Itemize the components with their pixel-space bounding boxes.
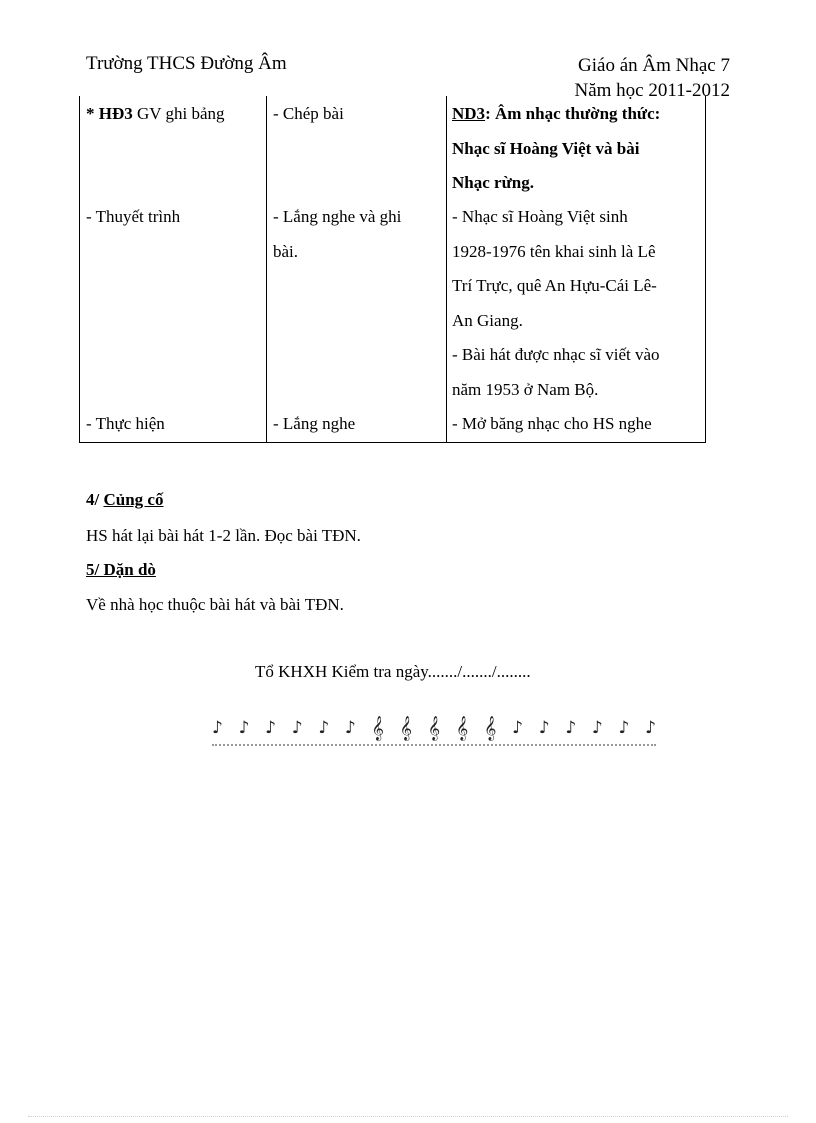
- eighth-note-icon: ♪: [591, 717, 603, 738]
- student-activity-cell: [273, 200, 443, 269]
- text-line: - Lắng nghe và ghi: [273, 207, 402, 226]
- content-heading: [452, 97, 700, 132]
- student-activity-cell: - Chép bài: [273, 104, 344, 123]
- lesson-plan-title: Giáo án Âm Nhạc 7: [578, 55, 730, 76]
- school-name: Trường THCS Đường Âm: [86, 53, 287, 74]
- content-cell: - Mở băng nhạc cho HS nghe: [452, 414, 652, 433]
- section-number: 4/: [86, 490, 104, 509]
- section-heading-consolidate: [86, 490, 163, 510]
- treble-clef-icon: 𝄞: [399, 715, 413, 740]
- eighth-note-icon: ♪: [344, 717, 356, 738]
- eighth-note-icon: ♪: [512, 717, 524, 738]
- text-line: bài.: [273, 241, 299, 261]
- teacher-activity-cell: [86, 97, 261, 132]
- eighth-note-icon: ♪: [618, 717, 630, 738]
- content-heading-line: Nhạc sĩ Hoàng Việt và bài: [452, 138, 640, 158]
- content-label: ND3: [452, 104, 486, 123]
- column-divider: [446, 96, 447, 442]
- eighth-note-icon: ♪: [212, 717, 223, 738]
- section-title: Củng cố: [103, 490, 164, 509]
- text-line: 1928-1976 tên khai sinh là Lê: [452, 241, 656, 261]
- teacher-activity-cell: - Thuyết trình: [86, 207, 181, 226]
- content-cell: [452, 200, 700, 407]
- treble-clef-icon: 𝄞: [371, 715, 384, 740]
- section-heading-homework: [86, 560, 156, 580]
- signature-line: Tổ KHXH Kiểm tra ngày......./......./........: [255, 662, 531, 681]
- music-ornament-divider: [212, 712, 656, 746]
- text-line: - Nhạc sĩ Hoàng Việt sinh: [452, 207, 628, 226]
- eighth-note-icon: ♪: [318, 717, 330, 738]
- student-activity-cell: - Lắng nghe: [273, 414, 356, 433]
- content-heading-text: : Âm nhạc thường thức:: [485, 104, 661, 123]
- text-line: - Bài hát được nhạc sĩ viết vào: [452, 345, 660, 364]
- page-bottom-divider: [28, 1116, 788, 1117]
- consolidate-text: HS hát lại bài hát 1-2 lần. Đọc bài TĐN.: [86, 526, 361, 545]
- text-line: năm 1953 ở Nam Bộ.: [452, 379, 599, 399]
- eighth-note-icon: ♪: [645, 717, 656, 738]
- treble-clef-icon: 𝄞: [427, 715, 441, 740]
- eighth-note-icon: ♪: [565, 717, 577, 738]
- eighth-note-icon: ♪: [291, 717, 303, 738]
- homework-text: Về nhà học thuộc bài hát và bài TĐN.: [86, 595, 344, 614]
- column-divider: [266, 96, 267, 442]
- eighth-note-icon: ♪: [265, 717, 277, 738]
- treble-clef-icon: 𝄞: [455, 715, 469, 740]
- text-line: Trí Trực, quê An Hựu-Cái Lê-: [452, 276, 657, 295]
- content-cell: [452, 97, 700, 201]
- eighth-note-icon: ♪: [538, 717, 550, 738]
- activity-label: * HĐ3: [86, 104, 133, 123]
- section-title: 5/ Dặn dò: [86, 560, 156, 579]
- treble-clef-icon: 𝄞: [484, 715, 497, 740]
- content-heading-line: Nhạc rừng.: [452, 173, 534, 192]
- eighth-note-icon: ♪: [238, 717, 250, 738]
- teacher-activity-cell: - Thực hiện: [86, 414, 165, 433]
- school-year: Năm học 2011-2012: [574, 80, 730, 101]
- teacher-activity-text: GV ghi bảng: [132, 104, 225, 123]
- text-line: An Giang.: [452, 310, 523, 330]
- activity-table: [79, 96, 706, 443]
